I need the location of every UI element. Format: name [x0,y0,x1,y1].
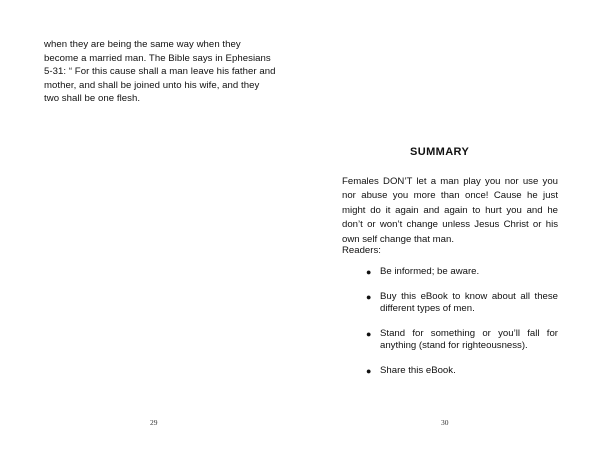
bullet-text: Be informed; be aware. [380,266,480,277]
bullet-item [366,328,558,352]
bullet-text: Stand for something or you’ll fall for anything (stand for righteousness). [380,328,558,351]
summary-heading: SUMMARY [410,146,470,158]
readers-bullet-list [366,266,558,390]
left-page-body-text: when they are being the same way when they become a married man. The Bible says in Ephesians 5-31: “ For this cause shall a man leave his father and mother, and shall be joined unto his wife, and they two shall be one flesh. [44,39,276,105]
bullet-icon: ● [366,267,372,277]
bullet-item [366,291,558,315]
bullet-icon: ● [366,292,372,302]
summary-paragraph: Females DON’T let a man play you nor use you nor abuse you more than once! Cause he just might do it again and again to hurt you and he don’t or won’t change unless Jesus Christ or his own self change that man. [342,176,558,245]
page-number-right: 30 [441,418,449,427]
readers-label: Readers: [342,245,381,256]
bullet-icon: ● [366,329,372,339]
right-page [300,0,600,450]
page-number-left: 29 [150,418,158,427]
bullet-text: Buy this eBook to know about all these different types of men. [380,291,558,314]
bullet-item [366,365,558,377]
bullet-item [366,266,558,278]
bullet-text: Share this eBook. [380,365,456,376]
bullet-icon: ● [366,366,372,376]
